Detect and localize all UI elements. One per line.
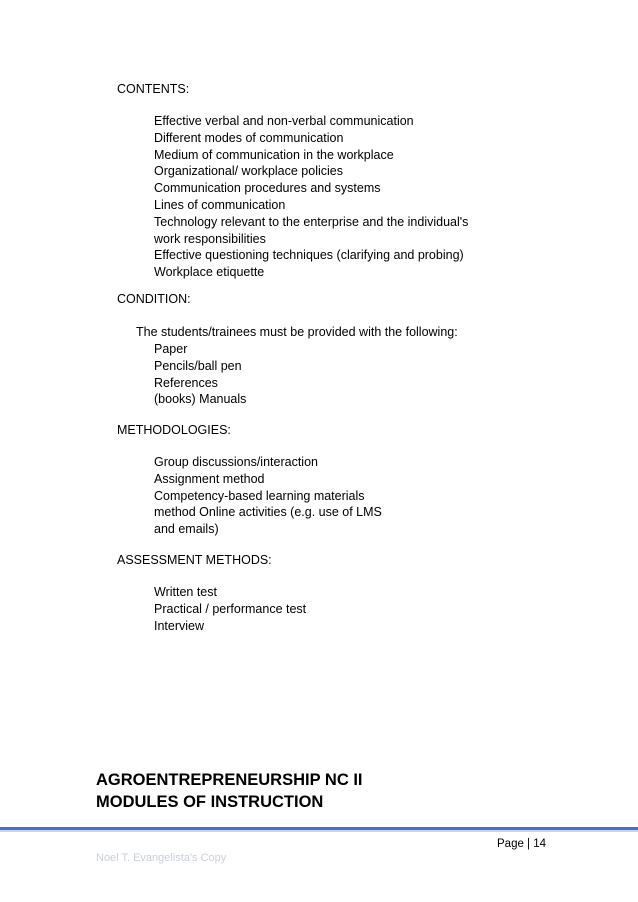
list-item: Interview xyxy=(154,618,205,633)
list-item: Pencils/ball pen xyxy=(154,358,242,373)
module-title xyxy=(96,769,362,813)
list-item: Effective verbal and non-verbal communication xyxy=(154,114,414,128)
assessment-list xyxy=(154,584,534,634)
list-item: Technology relevant to the enterprise and the individual's work responsibilities xyxy=(154,214,469,246)
condition-heading: CONDITION: xyxy=(117,292,191,306)
module-title-line2: MODULES OF INSTRUCTION xyxy=(96,793,324,811)
watermark-text: Noel T. Evangelista's Copy xyxy=(96,852,227,864)
list-item: Lines of communication xyxy=(154,197,286,212)
contents-heading: CONTENTS: xyxy=(117,82,190,96)
list-item: Written test xyxy=(154,585,217,599)
methodologies-list xyxy=(154,454,534,538)
list-item: Assignment method xyxy=(154,471,265,486)
list-item: Group discussions/interaction xyxy=(154,455,318,469)
condition-list xyxy=(154,341,534,408)
list-item: Paper xyxy=(154,342,188,356)
list-item: Workplace etiquette xyxy=(154,265,265,280)
list-item: Practical / performance test xyxy=(154,601,307,616)
list-item: and emails) xyxy=(154,522,219,537)
methodologies-heading: METHODOLOGIES: xyxy=(117,423,231,437)
footer-divider-shadow xyxy=(0,830,638,832)
list-item: (books) Manuals xyxy=(154,392,247,407)
list-item: Medium of communication in the workplace xyxy=(154,147,394,162)
list-item: Competency-based learning materials xyxy=(154,488,365,503)
list-item: Different modes of communication xyxy=(154,130,344,145)
condition-intro: The students/trainees must be provided with the following: xyxy=(136,325,458,339)
page-number: Page | 14 xyxy=(497,838,547,850)
list-item: Communication procedures and systems xyxy=(154,181,381,196)
contents-list xyxy=(154,113,534,281)
list-item: method Online activities (e.g. use of LMS xyxy=(154,505,382,520)
list-item: Organizational/ workplace policies xyxy=(154,164,343,179)
module-title-line1: AGROENTREPRENEURSHIP NC II xyxy=(96,771,363,789)
list-item: References xyxy=(154,375,218,390)
list-item: Effective questioning techniques (clarifying and probing) xyxy=(154,248,464,263)
assessment-heading: ASSESSMENT METHODS: xyxy=(117,553,272,567)
